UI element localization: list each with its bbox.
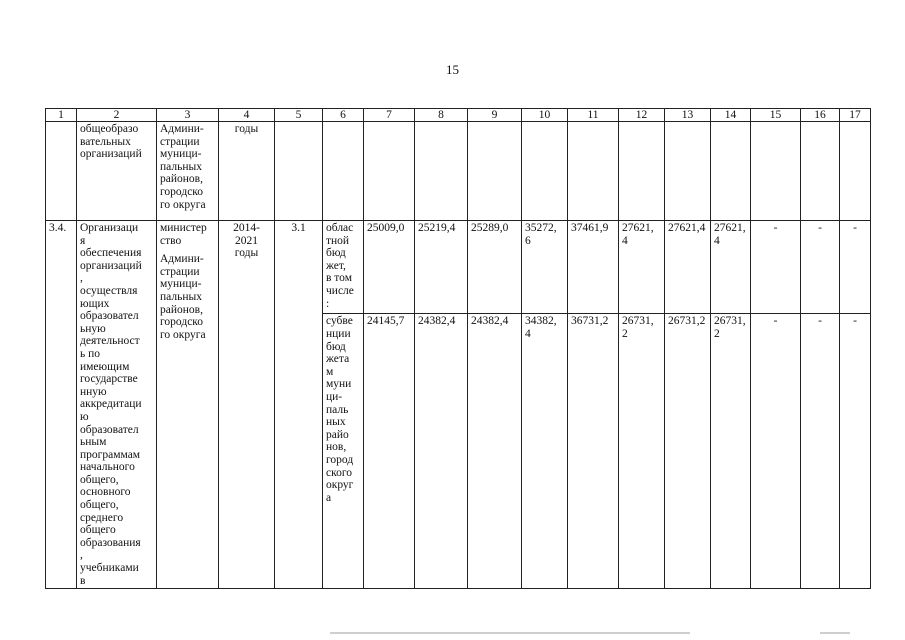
dash-cell: - xyxy=(801,221,840,314)
text-line: деятельност xyxy=(80,335,140,348)
value-cell xyxy=(711,221,751,314)
value-cell xyxy=(468,314,522,589)
text-line: , xyxy=(80,549,83,562)
value-text: 25289,0 xyxy=(471,222,509,234)
text-line: общего, xyxy=(80,473,119,486)
value-text: 35272, xyxy=(525,222,557,234)
value-cell xyxy=(364,314,415,589)
value-text: 27621,4 xyxy=(668,222,706,234)
text-line: Админи- xyxy=(160,253,204,266)
text-line: райо xyxy=(326,428,349,441)
text-line: в xyxy=(80,574,86,587)
text-line: городско xyxy=(160,185,204,198)
column-number: 1 xyxy=(46,109,77,122)
funding-source-cell xyxy=(323,221,364,314)
value-cell xyxy=(522,314,568,589)
period-cell xyxy=(219,221,275,589)
cell-empty xyxy=(801,122,840,221)
column-number: 14 xyxy=(711,109,751,122)
text-line: тной xyxy=(326,234,350,247)
column-number: 15 xyxy=(751,109,801,122)
value-text: 34382, xyxy=(525,315,557,328)
value-text: 27621, xyxy=(622,222,654,234)
executor-cell xyxy=(157,221,219,589)
text-line: 2014- xyxy=(233,222,260,234)
value-text: 4 xyxy=(525,328,531,341)
cell-empty xyxy=(46,122,77,221)
text-line: страции xyxy=(160,135,200,148)
text-line: учебниками xyxy=(80,562,139,575)
scan-artifact xyxy=(820,632,850,634)
text-line: , xyxy=(80,272,83,285)
text-line: я xyxy=(80,234,86,247)
text-line: государстве xyxy=(80,373,138,386)
dash-cell: - xyxy=(801,314,840,589)
text-line: обеспечения xyxy=(80,247,142,260)
value-text: 24145,7 xyxy=(367,315,405,328)
text-line: основного xyxy=(80,486,131,499)
text-line: бюд xyxy=(326,247,346,260)
text-line: жета xyxy=(326,353,350,366)
value-cell xyxy=(665,314,711,589)
value-text: 24382,4 xyxy=(418,315,456,328)
text-line: организаций xyxy=(80,259,142,272)
value-cell xyxy=(619,221,665,314)
row-number: 3.4. xyxy=(46,221,77,589)
value-text: 36731,2 xyxy=(571,315,609,328)
text-line: районов, xyxy=(160,303,203,316)
column-number: 11 xyxy=(568,109,619,122)
text-line: ющих xyxy=(80,297,110,310)
dash-cell: - xyxy=(751,221,801,314)
cell-empty xyxy=(364,122,415,221)
text-line: облас xyxy=(326,222,354,234)
text-line: общего, xyxy=(80,499,119,512)
cell-empty xyxy=(711,122,751,221)
column-number: 17 xyxy=(840,109,871,122)
value-cell xyxy=(364,221,415,314)
text-line: в том xyxy=(326,272,352,285)
text-line: образовател xyxy=(80,310,139,323)
dash-cell: - xyxy=(840,314,871,589)
column-number: 6 xyxy=(323,109,364,122)
text-line: годы xyxy=(234,247,259,260)
column-number: 8 xyxy=(415,109,468,122)
text-line: ю xyxy=(80,410,89,423)
value-cell xyxy=(568,221,619,314)
text-line: ци- xyxy=(326,391,343,404)
text-line: муни xyxy=(326,378,352,391)
value-cell xyxy=(711,314,751,589)
value-text: 25219,4 xyxy=(418,222,456,234)
text-line: пальных xyxy=(160,160,202,173)
value-text: 2 xyxy=(714,328,720,341)
cell-empty xyxy=(665,122,711,221)
value-cell xyxy=(665,221,711,314)
cell-empty xyxy=(619,122,665,221)
value-text: 2 xyxy=(622,328,628,341)
text-line: страции xyxy=(160,265,200,278)
text-line: ьным xyxy=(80,436,107,449)
text-line: ьную xyxy=(80,322,106,335)
value-cell xyxy=(415,221,468,314)
text-line: программам xyxy=(80,448,141,461)
column-number: 12 xyxy=(619,109,665,122)
text-line: нции xyxy=(326,328,351,341)
text-line: общего xyxy=(80,524,116,537)
text-line: ство xyxy=(160,234,182,247)
column-number-row xyxy=(46,109,871,122)
text-line: вательных xyxy=(80,135,131,148)
value-cell xyxy=(468,221,522,314)
text-line: Организаци xyxy=(80,222,139,234)
text-line: министер xyxy=(160,222,207,234)
value-text: 37461,9 xyxy=(571,222,609,234)
program-table xyxy=(45,108,871,589)
row-3-4-regional-budget xyxy=(46,221,871,314)
value-text: 6 xyxy=(525,234,531,247)
cell-empty xyxy=(323,122,364,221)
text-line: числе xyxy=(326,284,354,297)
continued-executor-cell xyxy=(157,122,219,221)
text-line: начального xyxy=(80,461,135,474)
value-cell xyxy=(619,314,665,589)
text-line: ь по xyxy=(80,347,101,360)
cell-empty xyxy=(275,122,323,221)
text-line: муници- xyxy=(160,278,202,291)
text-line: образования xyxy=(80,536,141,549)
text-line: жет, xyxy=(326,259,346,272)
dash-cell: - xyxy=(751,314,801,589)
text-line: го округа xyxy=(160,198,206,211)
continued-name-cell xyxy=(77,122,157,221)
text-line: муници- xyxy=(160,148,202,161)
column-number: 7 xyxy=(364,109,415,122)
text-line: организаций xyxy=(80,148,142,161)
text-line: ского xyxy=(326,466,353,479)
column-number: 10 xyxy=(522,109,568,122)
text-line: районов, xyxy=(160,173,203,186)
text-line: округ xyxy=(326,479,354,492)
value-cell xyxy=(415,314,468,589)
indicator-cell: 3.1 xyxy=(275,221,323,589)
text-line: общеобразо xyxy=(80,123,139,135)
text-line: аккредитаци xyxy=(80,398,142,411)
text-line: : xyxy=(326,297,330,310)
text-line: ных xyxy=(326,416,346,429)
column-number: 13 xyxy=(665,109,711,122)
column-number: 16 xyxy=(801,109,840,122)
page-number: 15 xyxy=(446,62,459,77)
cell-empty xyxy=(522,122,568,221)
cell-empty xyxy=(468,122,522,221)
text-line: городско xyxy=(160,316,204,329)
measure-name-cell xyxy=(77,221,157,589)
column-number: 2 xyxy=(77,109,157,122)
value-text: 26731, xyxy=(622,315,654,328)
cell-empty xyxy=(840,122,871,221)
value-text: 24382,4 xyxy=(471,315,509,328)
text-line: субве xyxy=(326,315,353,328)
funding-source-cell xyxy=(323,314,364,589)
text-line: город xyxy=(326,453,354,466)
text-line: 2021 xyxy=(235,234,258,247)
text-line: среднего xyxy=(80,511,124,524)
text-line: имеющим xyxy=(80,360,130,373)
text-line: пальных xyxy=(160,290,202,303)
text-line: паль xyxy=(326,403,349,416)
cell-empty xyxy=(751,122,801,221)
value-text: 26731,2 xyxy=(668,315,706,328)
dash-cell: - xyxy=(840,221,871,314)
value-text: 26731, xyxy=(714,315,746,328)
value-text: 25009,0 xyxy=(367,222,405,234)
text-line: нную xyxy=(80,385,107,398)
column-number: 4 xyxy=(219,109,275,122)
text-line: осуществля xyxy=(80,284,138,297)
value-text: 4 xyxy=(622,234,628,247)
column-number: 3 xyxy=(157,109,219,122)
continued-row xyxy=(46,122,871,221)
value-cell xyxy=(568,314,619,589)
text-line: образовател xyxy=(80,423,139,436)
cell-empty xyxy=(415,122,468,221)
column-number: 5 xyxy=(275,109,323,122)
text-line: нов, xyxy=(326,441,347,454)
column-number: 9 xyxy=(468,109,522,122)
text-line: Админи- xyxy=(160,123,204,135)
cell-empty xyxy=(568,122,619,221)
scan-artifact xyxy=(330,632,690,634)
text-line: бюд xyxy=(326,340,346,353)
value-text: 4 xyxy=(714,234,720,247)
value-text: 27621, xyxy=(714,222,746,234)
continued-period-cell: годы xyxy=(219,122,275,221)
value-cell xyxy=(522,221,568,314)
text-line: го округа xyxy=(160,328,206,341)
text-line: а xyxy=(326,491,332,504)
text-line: м xyxy=(326,365,334,378)
